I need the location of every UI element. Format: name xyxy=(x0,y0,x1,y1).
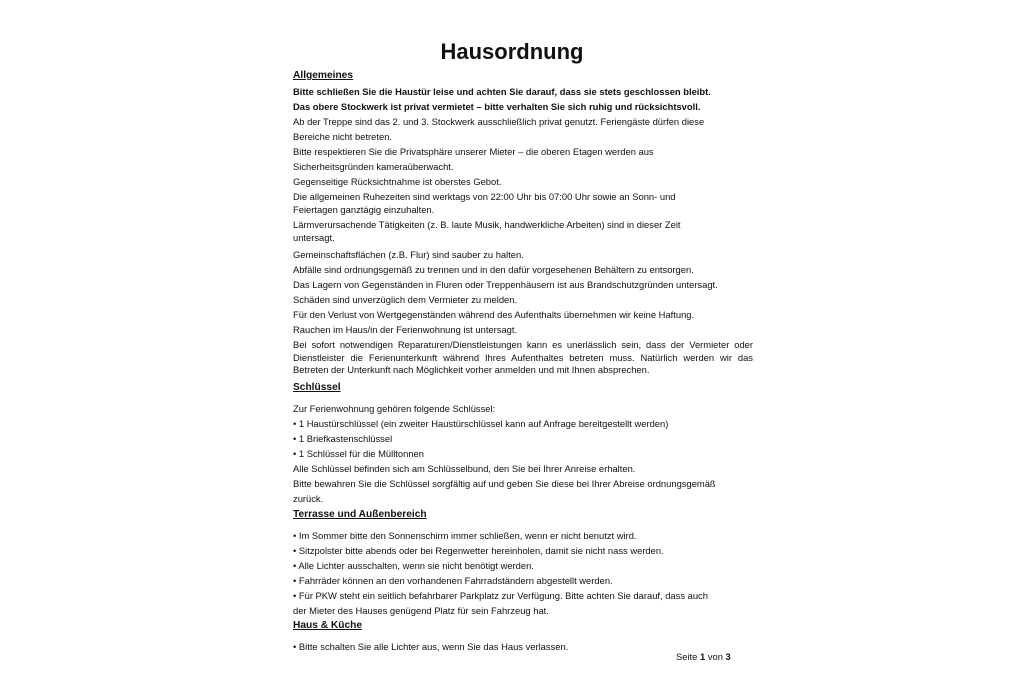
page-number-prefix: Seite xyxy=(676,651,698,662)
rule-line: Zur Ferienwohnung gehören folgende Schlüssel: xyxy=(293,402,496,414)
rule-line: zurück. xyxy=(293,492,324,504)
list-item: • Bitte schalten Sie alle Lichter aus, wenn Sie das Haus verlassen. xyxy=(293,640,569,652)
document-body xyxy=(293,68,753,654)
list-item: • 1 Briefkastenschlüssel xyxy=(293,432,393,444)
page-title: Hausordnung xyxy=(440,39,584,64)
section-heading-schluessel: Schlüssel xyxy=(293,381,341,393)
rule-line: Lärmverursachende Tätigkeiten (z. B. laute Musik, handwerkliche Arbeiten) sind in dieser Zeit xyxy=(293,219,681,230)
page-number-middle: von xyxy=(707,651,723,662)
rule-line: Die allgemeinen Ruhezeiten sind werktags von 22:00 Uhr bis 07:00 Uhr sowie an Sonn- und xyxy=(293,191,676,202)
rule-line: Feiertagen ganztägig einzuhalten. xyxy=(293,203,435,215)
list-item: • 1 Haustürschlüssel (ein zweiter Haustürschlüssel kann auf Anfrage bereitgestellt werden) xyxy=(293,417,669,429)
rule-line: Bitte respektieren Sie die Privatsphäre unserer Mieter – die oberen Etagen werden aus xyxy=(293,146,654,157)
section-heading-allgemeines: Allgemeines xyxy=(293,70,354,81)
list-item: • Sitzpolster bitte abends oder bei Regenwetter hereinholen, damit sie nicht nass werden. xyxy=(293,544,664,556)
list-item: • Fahrräder können an den vorhandenen Fahrradständern abgestellt werden. xyxy=(293,574,613,586)
rule-line: Gegenseitige Rücksichtnahme ist oberstes Gebot. xyxy=(293,176,502,187)
rule-line: Abfälle sind ordnungsgemäß zu trennen und in den dafür vorgesehenen Behältern zu entsorgen. xyxy=(293,264,694,275)
rule-line: Bereiche nicht betreten. xyxy=(293,131,393,142)
rule-line: Rauchen im Haus/in der Ferienwohnung ist untersagt. xyxy=(293,324,518,335)
list-item: • Im Sommer bitte den Sonnenschirm immer schließen, wenn er nicht benutzt wird. xyxy=(293,529,637,541)
page-number xyxy=(676,650,731,664)
rule-line: Bitte schließen Sie die Haustür leise und achten Sie darauf, dass sie stets geschlossen bleibt. xyxy=(293,86,711,97)
rule-line: Ab der Treppe sind das 2. und 3. Stockwerk ausschließlich privat genutzt. Feriengäste dürfen diese xyxy=(293,116,705,127)
rule-line: Alle Schlüssel befinden sich am Schlüsselbund, den Sie bei Ihrer Anreise erhalten. xyxy=(293,462,636,474)
list-item: • Für PKW steht ein seitlich befahrbarer Parkplatz zur Verfügung. Bitte achten Sie darauf, dass auch xyxy=(293,589,708,601)
rule-line: Gemeinschaftsflächen (z.B. Flur) sind sauber zu halten. xyxy=(293,249,524,260)
page-number-total: 3 xyxy=(725,651,731,662)
rule-line: Das obere Stockwerk ist privat vermietet – bitte verhalten Sie sich ruhig und rücksichtsvoll. xyxy=(293,101,701,112)
list-item: • 1 Schlüssel für die Mülltonnen xyxy=(293,447,424,459)
rule-line: Das Lagern von Gegenständen in Fluren oder Treppenhäusern ist aus Brandschutzgründen untersagt. xyxy=(293,279,718,290)
section-heading-haus-kueche: Haus & Küche xyxy=(293,619,363,631)
rule-line: Schäden sind unverzüglich dem Vermieter zu melden. xyxy=(293,294,518,305)
rule-line: Sicherheitsgründen kameraüberwacht. xyxy=(293,161,454,172)
section-heading-terrasse: Terrasse und Außenbereich xyxy=(293,508,427,520)
list-item-continuation: der Mieter des Hauses genügend Platz für sein Fahrzeug hat. xyxy=(293,604,549,616)
rule-line: Bitte bewahren Sie die Schlüssel sorgfältig auf und geben Sie diese bei Ihrer Abreise ordnungsgemäß xyxy=(293,477,716,489)
rule-line: Für den Verlust von Wertgegenständen während des Aufenthalts übernehmen wir keine Haftung. xyxy=(293,309,695,320)
list-item: • Alle Lichter ausschalten, wenn sie nicht benötigt werden. xyxy=(293,559,534,571)
page-number-current: 1 xyxy=(699,651,706,662)
rule-paragraph-repairs: Bei sofort notwendigen Reparaturen/Dienstleistungen kann es unerlässlich sein, dass der Vermieter oder Dienstleister die Ferienunterkunft während Ihres Aufenthaltes betreten muss. Natürlich werden wir das Betreten der Unterkunft nach Möglichkeit vorher anmelden und mit Ihnen absprechen. xyxy=(293,339,753,375)
rule-line: untersagt. xyxy=(293,231,335,243)
